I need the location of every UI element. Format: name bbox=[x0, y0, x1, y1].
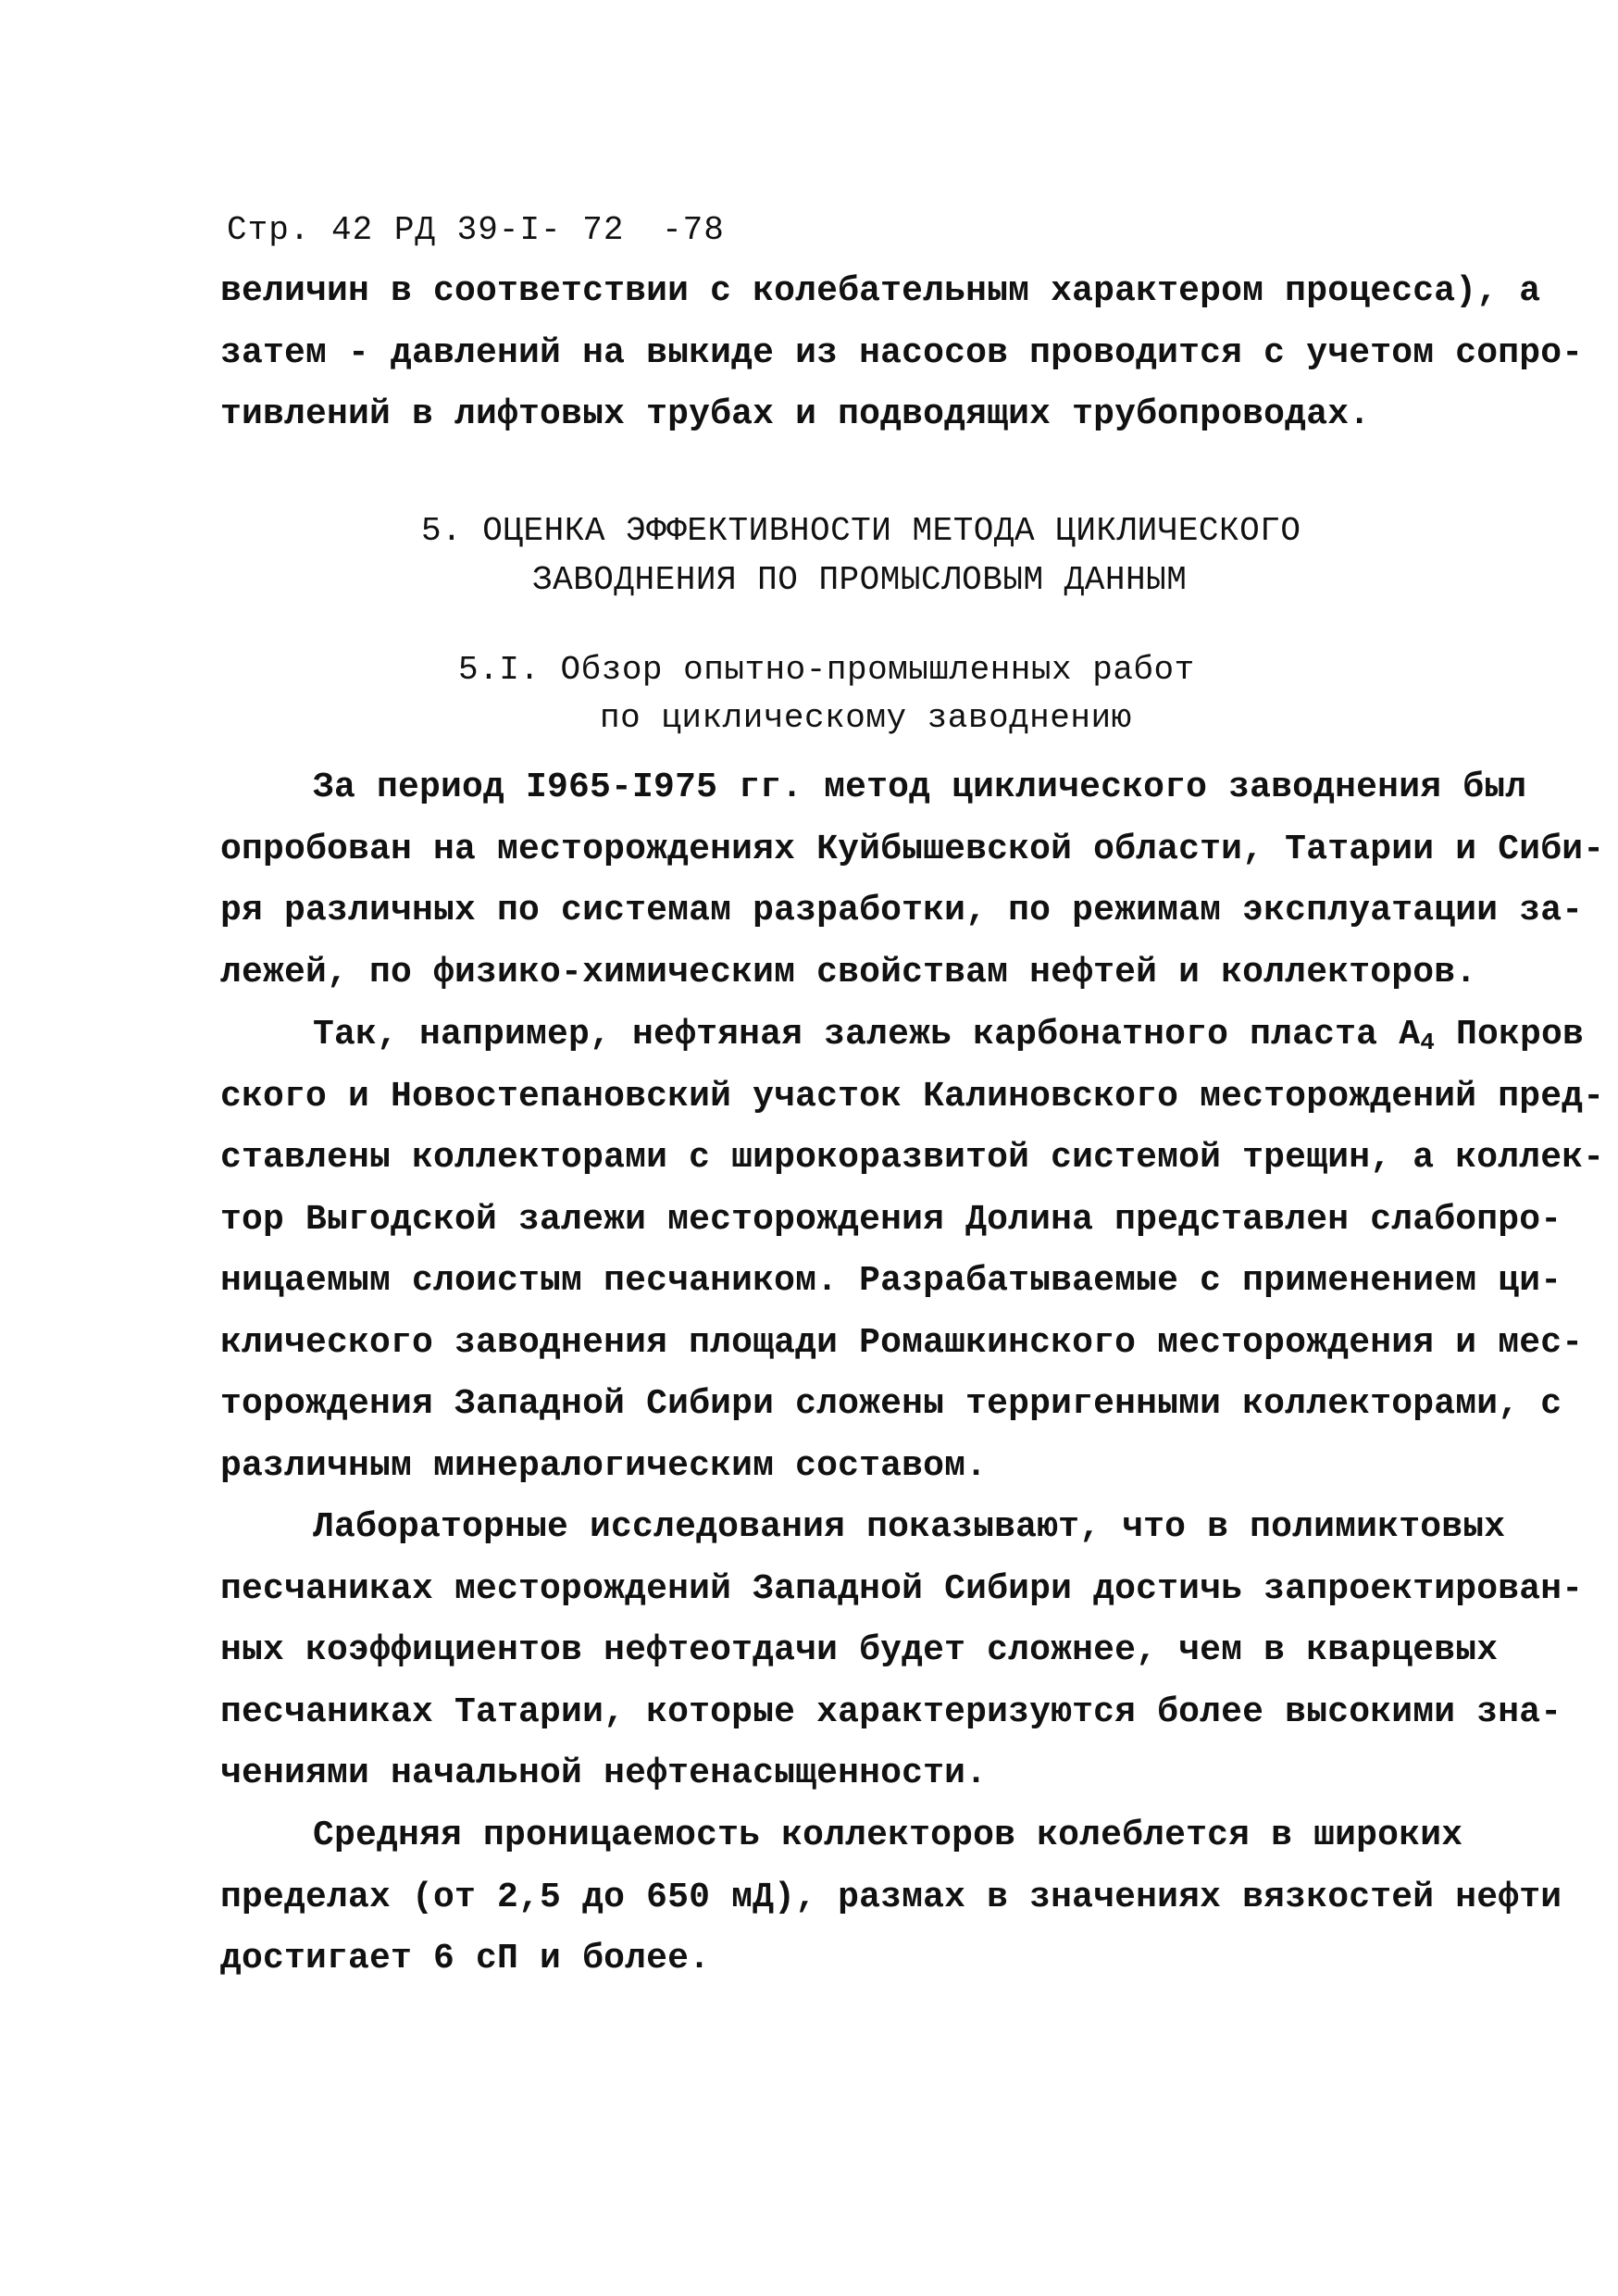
text-line bbox=[220, 1004, 1585, 1067]
section-title-line2: ЗАВОДНЕНИЯ ПО ПРОМЫСЛОВЫМ ДАННЫМ bbox=[532, 561, 1188, 599]
text-fragment: Покров bbox=[1435, 1015, 1585, 1054]
page-label: Стр. 42 РД 39-I- 72 bbox=[227, 211, 625, 249]
text-line: чениями начальной нефтенасыщенности. bbox=[220, 1753, 988, 1793]
text-line: различным минералогическим составом. bbox=[220, 1445, 988, 1486]
paragraph-2 bbox=[220, 1004, 1605, 1497]
text-line: тивлений в лифтовых трубах и подводящих трубопроводах. bbox=[220, 394, 1371, 434]
paragraph-4 bbox=[220, 1805, 1562, 1990]
text-line: лежей, по физико-химическим свойствам нефтей и коллекторов. bbox=[220, 952, 1477, 992]
paragraph-3 bbox=[220, 1497, 1584, 1805]
text-line: песчаниках месторождений Западной Сибири достичь запроектирован- bbox=[220, 1568, 1584, 1609]
page-suffix: -78 bbox=[662, 211, 725, 249]
text-line: ставлены коллекторами с широкоразвитой системой трещин, а коллек- bbox=[220, 1138, 1605, 1178]
section-title-line1: 5. ОЦЕНКА ЭФФЕКТИВНОСТИ МЕТОДА ЦИКЛИЧЕСКОГО bbox=[421, 512, 1301, 550]
text-line: песчаниках Татарии, которые характеризуются более высокими зна- bbox=[220, 1691, 1562, 1732]
text-line: За период I965-I975 гг. метод циклического заводнения был bbox=[313, 767, 1527, 807]
paragraph-1 bbox=[220, 757, 1605, 1004]
text-line: ря различных по системам разработки, по режимам эксплуатации за- bbox=[220, 891, 1584, 930]
text-line: ных коэффициентов нефтеотдачи будет сложнее, чем в кварцевых bbox=[220, 1630, 1499, 1670]
page-header bbox=[227, 211, 741, 249]
text-line: клического заводнения площади Ромашкинского месторождения и мес- bbox=[220, 1322, 1584, 1363]
subsection-title-line1: 5.I. Обзор опытно-промышленных работ bbox=[458, 651, 1195, 689]
text-line: величин в соответствии с колебательным характером процесса), а bbox=[220, 271, 1541, 311]
text-line: достигает 6 сП и более. bbox=[220, 1939, 711, 1978]
text-line: затем - давлений на выкиде из насосов проводится с учетом сопро- bbox=[220, 332, 1584, 373]
text-fragment: Так, например, нефтяная залежь карбонатного пласта А bbox=[313, 1015, 1421, 1054]
text-line: тор Выгодской залежи месторождения Долина представлен слабопро- bbox=[220, 1199, 1562, 1240]
intro-paragraph bbox=[220, 261, 1584, 446]
text-line: Лабораторные исследования показывают, что в полимиктовых bbox=[313, 1507, 1506, 1547]
text-line: пределах (от 2,5 до 650 мД), размах в значениях вязкостей нефти bbox=[220, 1877, 1562, 1917]
subscript: 4 bbox=[1420, 1029, 1436, 1056]
text-line: Средняя проницаемость коллекторов колеблется в широких bbox=[313, 1816, 1463, 1855]
text-line: торождения Западной Сибири сложены терригенными коллекторами, с bbox=[220, 1384, 1562, 1424]
text-line: опробован на месторождениях Куйбышевской области, Татарии и Сиби- bbox=[220, 829, 1605, 869]
subsection-title-line2: по циклическому заводнению bbox=[600, 699, 1132, 737]
text-line: ницаемым слоистым песчаником. Разрабатываемые с применением ци- bbox=[220, 1261, 1562, 1301]
text-line: ского и Новостепановский участок Калиновского месторождений пред- bbox=[220, 1076, 1605, 1117]
